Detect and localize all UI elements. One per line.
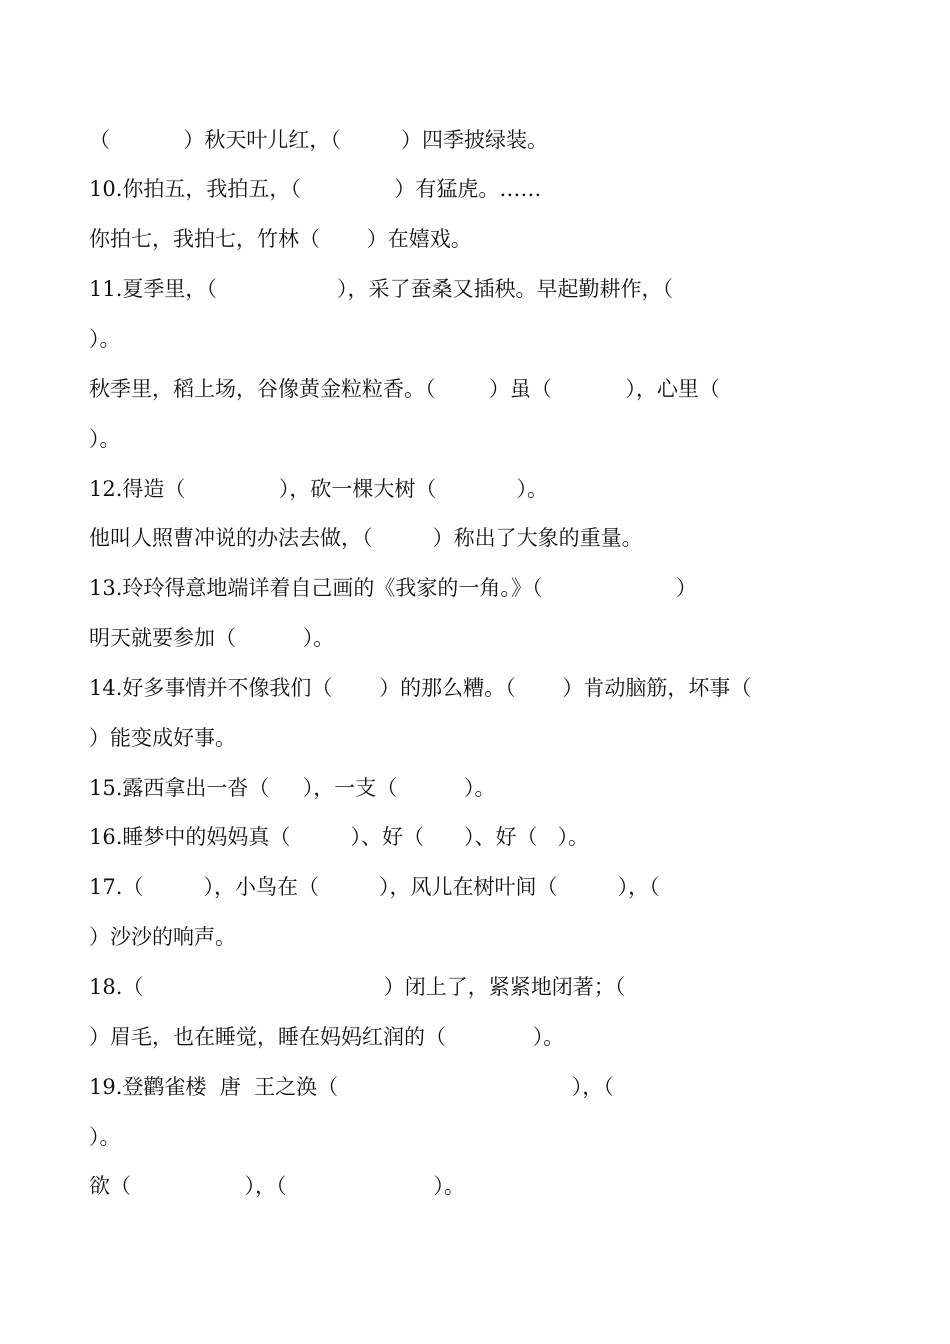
question-12-cont: 他叫人照曹冲说的办法去做，（ ）称出了大象的重量。: [89, 526, 643, 550]
question-11-wrap: ）。: [89, 327, 121, 351]
question-11-cont: 秋季里，稻上场，谷像黄金粒粒香。（ ）虽（ ），心里（: [89, 377, 720, 401]
question-16: 16.睡梦中的妈妈真（ ）、好（ ）、好（ ）。: [89, 825, 590, 849]
question-17: 17.（ ），小鸟在（ ），风儿在树叶间（ ），（: [89, 875, 660, 899]
question-11: 11.夏季里，（ ），采了蚕桑又插秧。早起勤耕作，（: [89, 277, 674, 301]
question-13: 13.玲玲得意地端详着自己画的《我家的一角。》（ ）: [89, 576, 697, 600]
question-14-wrap: ）能变成好事。: [89, 726, 236, 750]
question-17-wrap: ）沙沙的响声。: [89, 925, 236, 949]
question-13-cont: 明天就要参加（ ）。: [89, 626, 335, 650]
question-15: 15.露西拿出一沓（ ），一支（ ）。: [89, 776, 496, 800]
question-18: 18.（ ）闭上了，紧紧地闭著；（: [89, 975, 626, 999]
question-10: 10.你拍五，我拍五，（ ）有猛虎。……: [89, 177, 542, 201]
line-autumn-leaves: （ ）秋天叶儿红，（ ）四季披绿装。: [89, 128, 549, 152]
question-11-cont-wrap: ）。: [89, 427, 121, 451]
question-19: 19.登鹳雀楼 唐 王之涣（ ），（: [89, 1075, 614, 1099]
question-19-wrap: ）。: [89, 1125, 121, 1149]
question-12: 12.得造（ ），砍一棵大树（ ）。: [89, 477, 548, 501]
question-19-cont: 欲（ ），（ ）。: [89, 1174, 465, 1198]
question-18-wrap: ）眉毛，也在睡觉，睡在妈妈红润的（ ）。: [89, 1025, 565, 1049]
question-10-cont: 你拍七，我拍七，竹林（ ）在嬉戏。: [89, 227, 472, 251]
question-14: 14.好多事情并不像我们（ ）的那么糟。（ ）肯动脑筋，坏事（: [89, 676, 752, 700]
